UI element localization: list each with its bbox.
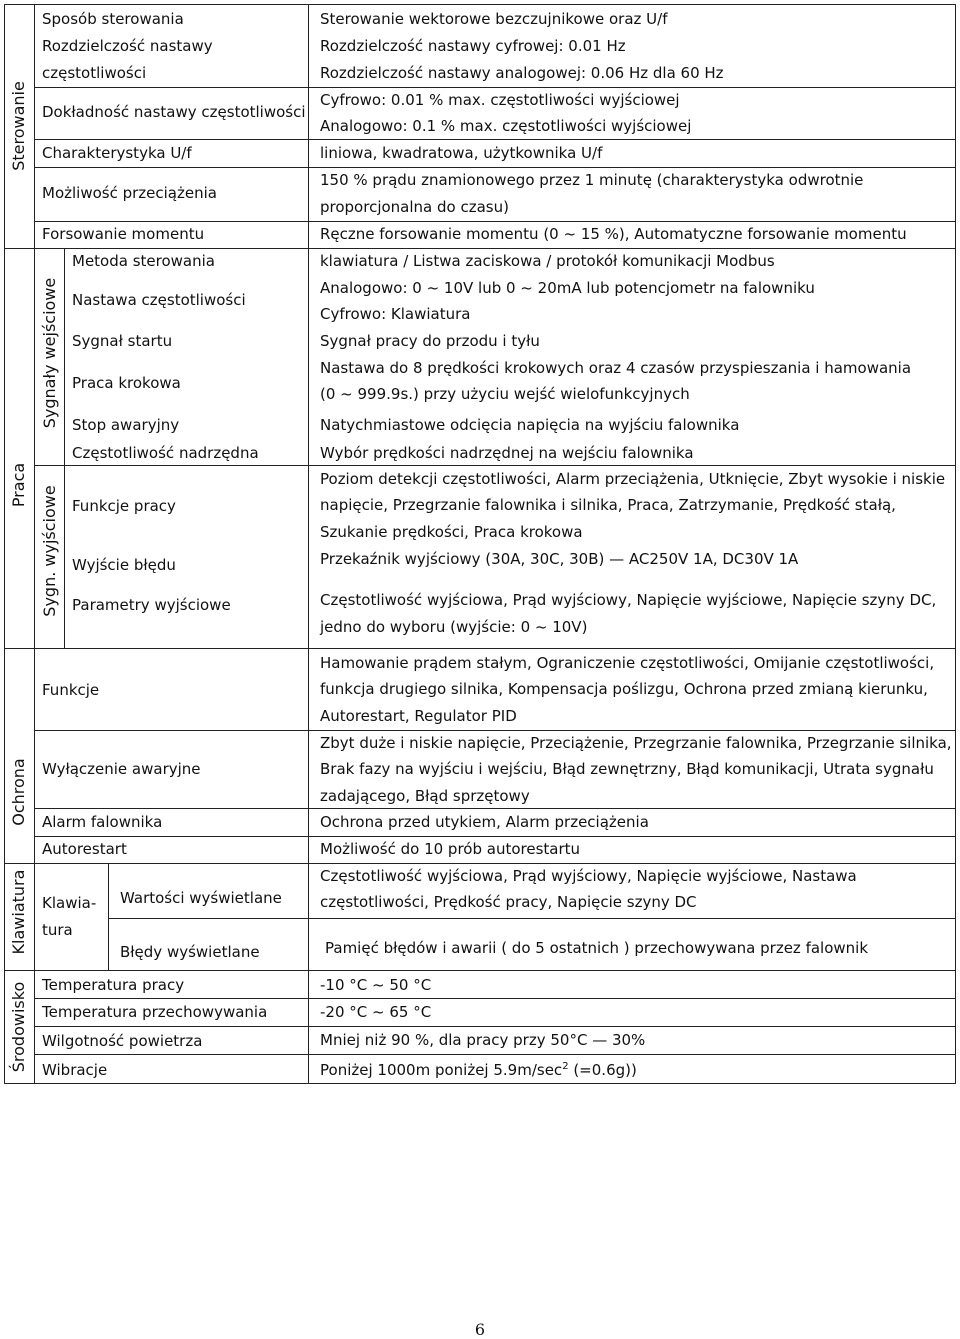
value-wibracje-tail: (=0.6g)) (568, 1061, 637, 1079)
param-temperatura-przechowywania: Temperatura przechowywania (42, 1003, 268, 1021)
param-praca-krokowa: Praca krokowa (72, 374, 181, 392)
param-sygnal-startu: Sygnał startu (72, 332, 173, 350)
value-przeciazenie-line2: proporcjonalna do czasu) (320, 198, 509, 216)
row-separator (108, 918, 956, 919)
value-funkcje-pracy-line2: napięcie, Przegrzanie falownika i silnika, Praca, Zatrzymanie, Prędkość stałą, (320, 496, 896, 514)
row-separator (34, 139, 956, 140)
section-separator (4, 248, 956, 249)
param-autorestart: Autorestart (42, 840, 127, 858)
value-funkcje-line3: Autorestart, Regulator PID (320, 707, 517, 725)
section-label-klawiatura: Klawiatura (9, 869, 28, 955)
value-funkcje-line1: Hamowanie prądem stałym, Ograniczenie częstotliwości, Omijanie częstotliwości, (320, 654, 935, 672)
value-stop-awaryjny: Natychmiastowe odcięcia napięcia na wyjściu falownika (320, 416, 740, 434)
param-rozdzielczosc-line2: częstotliwości (42, 64, 147, 82)
value-parametry-line1: Częstotliwość wyjściowa, Prąd wyjściowy, Napięcie wyjściowe, Napięcie szyny DC, (320, 591, 937, 609)
value-nastawa-line1: Analogowo: 0 ~ 10V lub 0 ~ 20mA lub potencjometr na falowniku (320, 279, 815, 297)
value-autorestart: Możliwość do 10 prób autorestartu (320, 840, 581, 858)
value-wylaczenie-line2: Brak fazy na wyjściu i wejściu, Błąd zewnętrzny, Błąd komunikacji, Utrata sygnału (320, 760, 934, 778)
value-wartosci-line1: Częstotliwość wyjściowa, Prąd wyjściowy, Napięcie wyjściowe, Nastawa (320, 867, 857, 885)
value-krokowa-line2: (0 ~ 999.9s.) przy użyciu wejść wielofunkcyjnych (320, 385, 690, 403)
param-dokladnosc: Dokładność nastawy częstotliwości (42, 103, 306, 121)
value-temperatura-przechowywania: -20 °C ~ 65 °C (320, 1003, 432, 1021)
value-dokladnosc-line1: Cyfrowo: 0.01 % max. częstotliwości wyjściowej (320, 91, 680, 109)
row-separator (34, 1026, 956, 1027)
value-rozdzielczosc-line1: Rozdzielczość nastawy cyfrowej: 0.01 Hz (320, 37, 626, 55)
value-parametry-line2: jedno do wyboru (wyjście: 0 ~ 10V) (320, 618, 588, 636)
value-charakterystyka: liniowa, kwadratowa, użytkownika U/f (320, 144, 603, 162)
subgroup-separator (34, 465, 956, 466)
param-klawiatura-line1: Klawia- (42, 894, 97, 912)
param-temperatura-pracy: Temperatura pracy (42, 976, 185, 994)
param-stop-awaryjny: Stop awaryjny (72, 416, 180, 434)
param-parametry-wyjsciowe: Parametry wyjściowe (72, 596, 231, 614)
param-nastawa-czestotliwosci: Nastawa częstotliwości (72, 291, 246, 309)
value-funkcje-pracy-line3: Szukanie prędkości, Praca krokowa (320, 523, 583, 541)
row-separator (34, 1054, 956, 1055)
row-separator (34, 221, 956, 222)
row-separator (34, 808, 956, 809)
param-wylaczenie-awaryjne: Wyłączenie awaryjne (42, 760, 201, 778)
value-wilgotnosc: Mniej niż 90 %, dla pracy przy 50°C — 30% (320, 1031, 646, 1049)
row-separator (34, 998, 956, 999)
klawiatura-column-divider (108, 863, 109, 970)
value-wartosci-line2: częstotliwości, Prędkość pracy, Napięcie szyny DC (320, 893, 697, 911)
table-top-border (4, 4, 956, 5)
value-forsowanie: Ręczne forsowanie momentu (0 ~ 15 %), Automatyczne forsowanie momentu (320, 225, 907, 243)
value-wylaczenie-line1: Zbyt duże i niskie napięcie, Przeciążenie, Przegrzanie falownika, Przegrzanie silnika, (320, 734, 952, 752)
row-separator (34, 730, 956, 731)
value-nastawa-line2: Cyfrowo: Klawiatura (320, 305, 471, 323)
value-alarm-falownika: Ochrona przed utykiem, Alarm przeciążenia (320, 813, 649, 831)
value-czestotliwosc-nadrzedna: Wybór prędkości nadrzędnej na wejściu falownika (320, 444, 694, 462)
value-wylaczenie-line3: zadającego, Błąd sprzętowy (320, 787, 530, 805)
param-metoda-sterowania: Metoda sterowania (72, 252, 215, 270)
value-wyjscie-bledu: Przekaźnik wyjściowy (30A, 30C, 30B) — AC250V 1A, DC30V 1A (320, 550, 799, 568)
value-metoda-sterowania: klawiatura / Listwa zaciskowa / protokół komunikacji Modbus (320, 252, 775, 270)
param-funkcje: Funkcje (42, 681, 100, 699)
section-label-ochrona: Ochrona (9, 758, 28, 826)
row-separator (34, 87, 956, 88)
section-label-sterowanie: Sterowanie (9, 81, 28, 171)
section-separator (4, 970, 956, 971)
param-wartosci-wyswietlane: Wartości wyświetlane (120, 889, 282, 907)
value-sygnal-startu: Sygnał pracy do przodu i tyłu (320, 332, 540, 350)
value-funkcje-pracy-line1: Poziom detekcji częstotliwości, Alarm przeciążenia, Utknięcie, Zbyt wysokie i niskie (320, 470, 946, 488)
param-bledy-wyswietlane: Błędy wyświetlane (120, 943, 260, 961)
param-value-divider (308, 4, 309, 1084)
value-bledy-wyswietlane: Pamięć błędów i awarii ( do 5 ostatnich ) przechowywana przez falownik (325, 939, 869, 957)
param-funkcje-pracy: Funkcje pracy (72, 497, 176, 515)
param-charakterystyka: Charakterystyka U/f (42, 144, 192, 162)
value-rozdzielczosc-line2: Rozdzielczość nastawy analogowej: 0.06 Hz dla 60 Hz (320, 64, 724, 82)
section-label-srodowisko: Środowisko (9, 981, 28, 1073)
param-sposob-sterowania: Sposób sterowania (42, 10, 184, 28)
value-przeciazenie-line1: 150 % prądu znamionowego przez 1 minutę (charakterystyka odwrotnie (320, 171, 864, 189)
value-krokowa-line1: Nastawa do 8 prędkości krokowych oraz 4 czasów przyspieszania i hamowania (320, 359, 912, 377)
table-right-border (955, 4, 956, 1084)
subsection-column-divider (64, 248, 65, 648)
value-sposob-sterowania: Sterowanie wektorowe bezczujnikowe oraz U/f (320, 10, 668, 28)
subsection-label-sygn-wyjsciowe: Sygn. wyjściowe (40, 485, 59, 617)
param-wilgotnosc: Wilgotność powietrza (42, 1032, 203, 1050)
value-temperatura-pracy: -10 °C ~ 50 °C (320, 976, 432, 994)
param-przeciazenie: Możliwość przeciążenia (42, 184, 217, 202)
table-bottom-border (4, 1083, 956, 1084)
row-separator (34, 836, 956, 837)
param-wibracje: Wibracje (42, 1061, 108, 1079)
value-wibracje-exponent: 2 (562, 1061, 569, 1072)
param-forsowanie: Forsowanie momentu (42, 225, 205, 243)
section-column-divider (34, 4, 35, 1084)
table-left-border (4, 4, 5, 1084)
value-wibracje-main: Poniżej 1000m poniżej 5.9m/sec (320, 1061, 563, 1079)
value-wibracje (320, 1061, 637, 1079)
param-wyjscie-bledu: Wyjście błędu (72, 556, 176, 574)
param-rozdzielczosc-line1: Rozdzielczość nastawy (42, 37, 213, 55)
value-dokladnosc-line2: Analogowo: 0.1 % max. częstotliwości wyjściowej (320, 117, 692, 135)
section-separator (4, 863, 956, 864)
row-separator (34, 167, 956, 168)
value-funkcje-line2: funkcja drugiego silnika, Kompensacja poślizgu, Ochrona przed zmianą kierunku, (320, 680, 928, 698)
param-klawiatura-line2: tura (42, 921, 73, 939)
param-alarm-falownika: Alarm falownika (42, 813, 163, 831)
page-number: 6 (474, 1320, 486, 1339)
section-label-praca: Praca (9, 462, 28, 508)
subsection-label-sygnaly-wejsciowe: Sygnały wejściowe (40, 277, 59, 429)
section-separator (4, 648, 956, 649)
param-czestotliwosc-nadrzedna: Częstotliwość nadrzędna (72, 444, 259, 462)
